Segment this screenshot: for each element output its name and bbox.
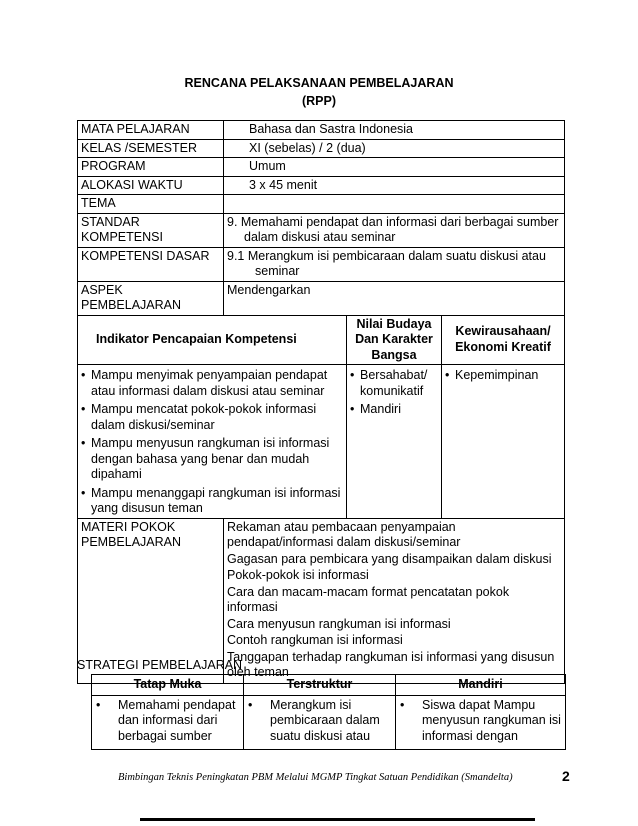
strategi-header-row	[92, 675, 566, 696]
value-program: Umum	[224, 158, 565, 177]
value-tema	[224, 195, 565, 214]
materi-item: Gagasan para pembicara yang disampaikan dalam diskusi	[227, 551, 552, 566]
label-kelas: KELAS /SEMESTER	[78, 139, 224, 158]
header-kewirausahaan: Kewirausahaan/ Ekonomi Kreatif	[442, 315, 565, 365]
list-item: • Mampu menanggapi rangkuman isi informasi yang disusun teman	[81, 486, 343, 517]
footer-divider	[140, 818, 535, 821]
value-mata-pelajaran: Bahasa dan Sastra Indonesia	[224, 121, 565, 140]
value-kelas: XI (sebelas) / 2 (dua)	[224, 139, 565, 158]
row-aspek	[78, 281, 565, 315]
document-title	[0, 74, 638, 110]
footer-text: Bimbingan Teknis Peningkatan PBM Melalui MGMP Tingkat Satuan Pendidikan (Smandelta)	[118, 772, 513, 783]
materi-item: Contoh rangkuman isi informasi	[227, 633, 403, 647]
header-mandiri: Mandiri	[396, 675, 566, 696]
indicator-header-row	[78, 315, 565, 365]
nilai-list	[350, 368, 438, 418]
header-terstruktur: Terstruktur	[244, 675, 396, 696]
strategi-mandiri: • Siswa dapat Mampu menyusun rangkuman isi informasi dengan	[400, 698, 561, 745]
list-item: • Mampu menyimak penyampaian pendapat atau informasi dalam diskusi atau seminar	[81, 368, 343, 399]
label-alokasi: ALOKASI WAKTU	[78, 176, 224, 195]
label-mata-pelajaran: MATA PELAJARAN	[78, 121, 224, 140]
indicator-list	[81, 368, 343, 517]
value-standar: 9. Memahami pendapat dan informasi dari berbagai sumber dalam diskusi atau seminar	[227, 214, 559, 244]
header-nilai-budaya: Nilai Budaya Dan Karakter Bangsa	[347, 315, 442, 365]
label-program: PROGRAM	[78, 158, 224, 177]
label-materi: MATERI POKOK PEMBELAJARAN	[78, 518, 224, 683]
label-tema: TEMA	[78, 195, 224, 214]
list-item: • Kepemimpinan	[445, 368, 561, 384]
title-line-1: RENCANA PELAKSANAAN PEMBELAJARAN	[184, 76, 454, 90]
kewirausahaan-list	[445, 368, 561, 384]
label-kompetensi-dasar: KOMPETENSI DASAR	[78, 247, 224, 281]
row-program	[78, 158, 565, 177]
header-indikator: Indikator Pencapaian Kompetensi	[78, 315, 347, 365]
header-tatap-muka: Tatap Muka	[92, 675, 244, 696]
page-number: 2	[562, 768, 570, 784]
list-item: • Bersahabat/ komunikatif	[350, 368, 438, 399]
materi-item: Cara dan macam-macam format pencatatan pokok informasi	[227, 584, 510, 614]
row-tema	[78, 195, 565, 214]
value-alokasi: 3 x 45 menit	[224, 176, 565, 195]
value-aspek: Mendengarkan	[224, 281, 565, 315]
row-alokasi	[78, 176, 565, 195]
materi-item: Cara menyusun rangkuman isi informasi	[227, 616, 451, 631]
strategi-terstruktur: • Merangkum isi pembicaraan dalam suatu diskusi atau	[248, 698, 391, 745]
materi-item: Pokok-pokok isi informasi	[227, 568, 369, 582]
label-standar: STANDAR KOMPETENSI	[78, 213, 224, 247]
list-item: • Mampu menyusun rangkuman isi informasi dengan bahasa yang benar dan mudah dipahami	[81, 436, 343, 483]
materi-item: Tanggapan terhadap rangkuman isi informasi yang disusun oleh teman	[227, 649, 555, 679]
strategi-table	[91, 674, 566, 750]
indicator-content-row	[78, 365, 565, 519]
row-standar	[78, 213, 565, 247]
label-aspek: ASPEK PEMBELAJARAN	[78, 281, 224, 315]
list-item: • Mampu mencatat pokok-pokok informasi dalam diskusi/seminar	[81, 402, 343, 433]
value-kompetensi-dasar: 9.1 Merangkum isi pembicaraan dalam suatu diskusi atau seminar	[227, 248, 546, 278]
strategi-tatap-muka: • Memahami pendapat dan informasi dari berbagai sumber	[96, 698, 239, 745]
list-item: • Mandiri	[350, 402, 438, 418]
strategi-content-row	[92, 695, 566, 750]
row-kompetensi-dasar	[78, 247, 565, 281]
materi-item: Rekaman atau pembacaan penyampaian pendapat/informasi dalam diskusi/seminar	[227, 519, 461, 549]
row-mata-pelajaran	[78, 121, 565, 140]
rpp-table	[77, 120, 565, 684]
row-kelas	[78, 139, 565, 158]
title-line-2: (RPP)	[301, 94, 337, 108]
strategi-heading: STRATEGI PEMBELAJARAN	[77, 658, 243, 672]
